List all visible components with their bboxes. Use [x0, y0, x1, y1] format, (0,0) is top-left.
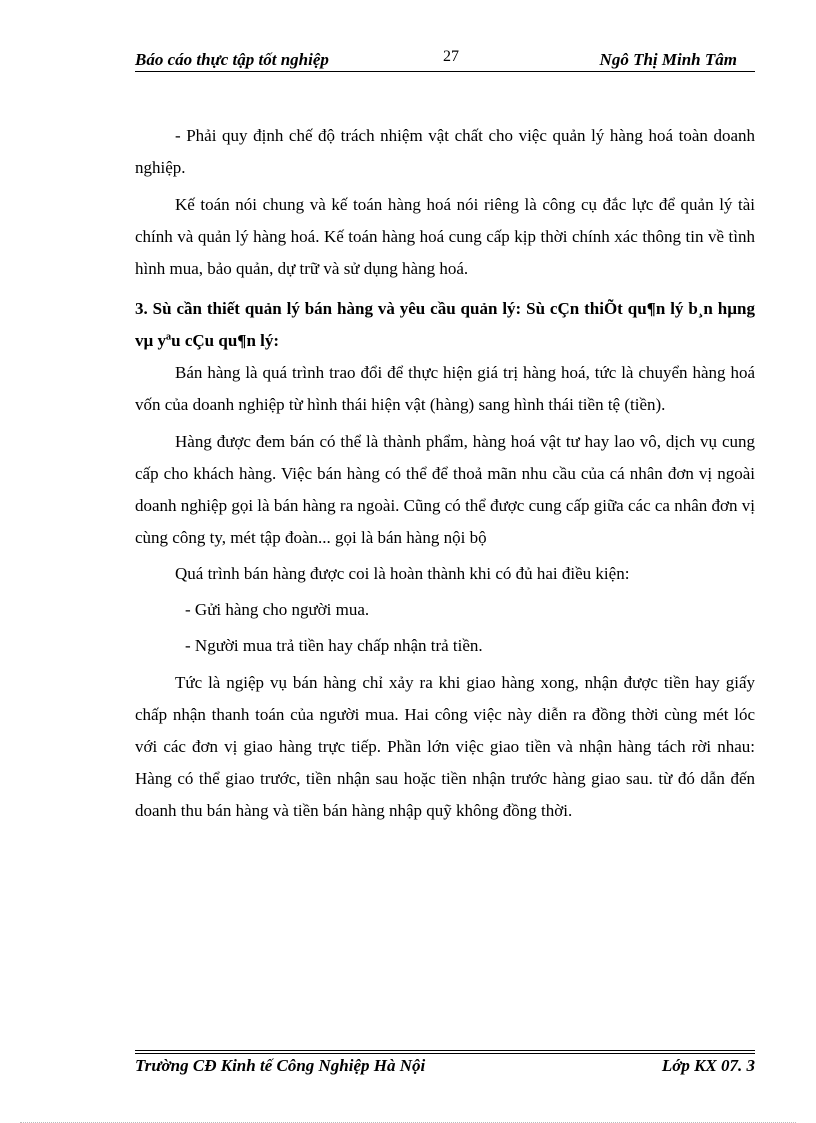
paragraph-accounting-role: Kế toán nói chung và kế toán hàng hoá nói riêng là công cụ đắc lực để quản lý tài chính và quản lý hàng hoá. Kế toán hàng hoá cung cấp kịp thời chính xác thông tin về tình hình mua, bảo quản, dự trữ và sử dụng hàng hoá.: [135, 195, 755, 278]
paragraph-closing: Tức là ngiệp vụ bán hàng chỉ xảy ra khi giao hàng xong, nhận được tiền hay giấy chấp nhận thanh toán của người mua. Hai công việc này diễn ra đồng thời cùng mét lóc với các đơn vị giao hàng trực tiếp. Phần lớn việc giao tiền và nhận hàng tách rời nhau: Hàng có thể giao trước, tiền nhận sau hoặc tiền nhận trước hàng giao sau. từ đó dẫn đến doanh thu bán hàng và tiền bán hàng nhập quỹ không đồng thời.: [135, 673, 755, 820]
page-number: 27: [443, 48, 459, 65]
header-author: Ngô Thị Minh Tâm: [599, 50, 737, 69]
footer-school: Trường CĐ Kinh tế Công Nghiệp Hà Nội: [135, 1056, 426, 1075]
footer-rule-double: [135, 1053, 755, 1054]
footer-class: Lớp KX 07. 3: [661, 1056, 755, 1075]
paragraph-goods-sold: Hàng được đem bán có thể là thành phẩm, hàng hoá vật tư hay lao vô, dịch vụ cung cấp cho khách hàng. Việc bán hàng có thể để thoả mãn nhu cầu của cá nhân đơn vị ngoài doanh nghiệp gọi là bán hàng ra ngoài. Cũng có thể được cung cấp giữa các ca nhân đơn vị cùng công ty, mét tập đoàn... gọi là bán hàng nội bộ: [135, 432, 755, 547]
paragraph-material-responsibility: - Phải quy định chế độ trách nhiệm vật chất cho việc quản lý hàng hoá toàn doanh nghiệp.: [135, 126, 755, 177]
condition-item: - Gửi hàng cho người mua.: [185, 600, 370, 619]
section-heading: 3. Sù cần thiết quản lý bán hàng và yêu cầu quản lý: Sù cÇn thiÕt qu¶n lý b¸n hµng vµ yªu cÇu qu¶n lý:: [135, 299, 755, 350]
condition-item: - Người mua trả tiền hay chấp nhận trả tiền.: [185, 636, 483, 655]
page-header: [135, 46, 755, 72]
page-footer: [135, 1056, 755, 1080]
document-body: [135, 120, 755, 827]
footer-rule: [135, 1050, 755, 1051]
header-rule: [135, 71, 755, 72]
paragraph-sales-definition: Bán hàng là quá trình trao đổi để thực hiện giá trị hàng hoá, tức là chuyển hàng hoá vốn của doanh nghiệp từ hình thái hiện vật (hàng) sang hình thái tiền tệ (tiền).: [135, 363, 755, 414]
conditions-intro: Quá trình bán hàng được coi là hoàn thành khi có đủ hai điều kiện:: [175, 564, 630, 583]
header-report-title: Báo cáo thực tập tốt nghiệp: [135, 50, 329, 69]
